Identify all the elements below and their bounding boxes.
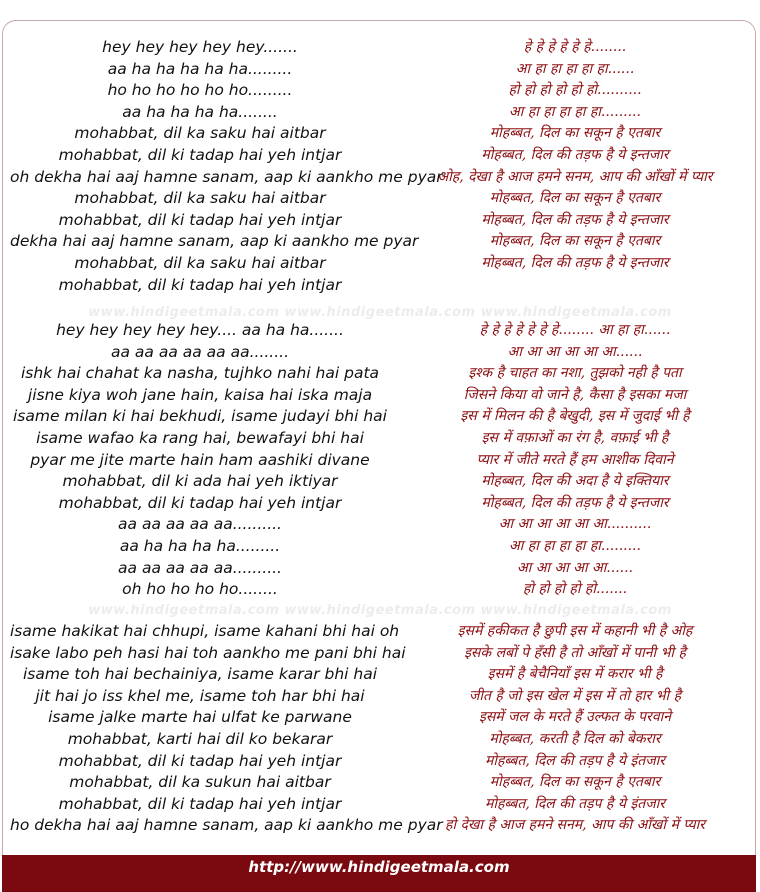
lyric-line: hey hey hey hey hey.... aa ha ha.......	[56, 321, 344, 339]
lyric-line: इश्क है चाहत का नशा, तुझको नही है पता	[468, 365, 682, 382]
lyric-line: aa aa aa aa aa..........	[118, 515, 282, 534]
lyric-line: आ हा हा हा हा हा.........	[509, 537, 641, 554]
lyric-line: आ हा हा हा हा हा.........	[509, 103, 641, 120]
lyric-line: isame jalke marte hai ulfat ke parwane	[48, 708, 352, 727]
lyric-line: इस में वफ़ाओं का रंग है, वफ़ाई भी है	[481, 429, 669, 446]
footer-bar	[2, 855, 756, 892]
lyric-line: मोहब्बत, दिल की तड़फ है ये इन्तजार	[481, 211, 669, 228]
lyric-line: इसमें जल के मरते हैं उल्फत के परवाने	[478, 709, 672, 726]
lyric-line: ishk hai chahat ka nasha, tujhko nahi hai pata	[20, 364, 380, 383]
stanza-3-english	[10, 621, 443, 837]
lyric-line: हे हे हे हे हे हे हे........ आ हा हा......	[479, 322, 671, 338]
lyric-line: मोहब्बत, दिल का सकून है एतबार	[489, 233, 661, 250]
lyric-line: isake labo peh hasi hai toh aankho me pani bhi hai	[10, 643, 406, 662]
lyric-line: आ आ आ आ आ आ..........	[498, 516, 652, 533]
footer-url-link[interactable]: http://www.hindigeetmala.com	[248, 858, 510, 876]
lyric-line: मोहब्बत, दिल की तड़फ है ये इन्तजार	[481, 254, 669, 271]
lyric-line: प्यार में जीते मरते हैं हम आशीक दिवाने	[476, 451, 674, 468]
stanza-3-hindi	[400, 621, 750, 837]
lyric-line: mohabbat, dil ki tadap hai yeh intjar	[58, 210, 342, 229]
lyric-line: मोहब्बत, दिल की तड़प है ये इंतजार	[485, 795, 665, 812]
lyric-line: ho dekha hai aaj hamne sanam, aap ki aankho me pyar	[10, 816, 443, 835]
lyric-line: mohabbat, dil ka saku hai aitbar	[74, 189, 326, 208]
watermark-2: www.hindigeetmala.com www.hindigeetmala.com www.hindigeetmala.com	[88, 603, 672, 618]
lyric-line: हो देखा है आज हमने सनम, आप की आँखों में प्यार	[445, 817, 705, 834]
lyric-line: आ आ आ आ आ आ......	[507, 343, 643, 360]
lyric-line: हो हो हो हो हो हो..........	[508, 82, 642, 99]
lyric-line: isame milan ki hai bekhudi, isame judayi bhi hai	[12, 407, 387, 426]
lyric-line: मोहब्बत, दिल का सकून है एतबार	[489, 125, 661, 142]
lyric-line: इसमें है बेचैनियाँ इस में करार भी है	[487, 666, 663, 683]
lyric-line: aa aa aa aa aa..........	[118, 558, 282, 577]
lyric-line: ho ho ho ho ho ho.........	[107, 81, 293, 100]
stanza-2-english	[10, 320, 390, 601]
lyric-line: dekha hai aaj hamne sanam, aap ki aankho me pyar	[10, 232, 419, 251]
lyric-line: मोहब्बत, दिल की तड़फ है ये इन्तजार	[481, 494, 669, 511]
lyric-line: हो हो हो हो हो.......	[522, 581, 628, 598]
lyric-line: इस में मिलन की है बेखुदी, इस में जुदाई भी है	[460, 408, 690, 425]
lyric-line: jisne kiya woh jane hain, kaisa hai iska maja	[27, 385, 373, 404]
lyric-line: mohabbat, dil ki ada hai yeh iktiyar	[62, 472, 338, 491]
lyric-line: isame hakikat hai chhupi, isame kahani bhi hai oh	[10, 622, 400, 640]
lyric-line: aa ha ha ha ha........	[122, 102, 278, 121]
lyric-line: मोहब्बत, दिल का सकून है एतबार	[489, 774, 661, 791]
lyric-line: mohabbat, dil ka sukun hai aitbar	[69, 773, 331, 792]
lyric-line: isame wafao ka rang hai, bewafayi bhi hai	[36, 428, 364, 447]
lyric-line: मोहब्बत, करती है दिल को बेकरार	[489, 730, 661, 747]
stanza-1-hindi	[400, 37, 750, 275]
lyric-line: इसके लबों पे हँसी है तो आँखों में पानी भी है	[464, 644, 686, 661]
stanza-2-hindi	[400, 320, 750, 601]
lyric-line: जीत है जो इस खेल में इस में तो हार भी है	[468, 687, 682, 704]
lyric-line: aa aa aa aa aa aa........	[110, 342, 290, 361]
lyric-line: मोहब्बत, दिल का सकून है एतबार	[489, 190, 661, 207]
lyric-line: mohabbat, dil ki tadap hai yeh intjar	[58, 751, 342, 770]
lyric-line: mohabbat, dil ki tadap hai yeh intjar	[58, 145, 342, 164]
lyric-line: isame toh hai bechainiya, isame karar bhi hai	[22, 665, 378, 684]
lyric-line: mohabbat, dil ki tadap hai yeh intjar	[58, 794, 342, 813]
lyric-line: मोहब्बत, दिल की अदा है ये इक्तियार	[481, 473, 669, 490]
lyric-line: मोहब्बत, दिल की तड़फ है ये इन्तजार	[481, 146, 669, 163]
lyric-line: aa ha ha ha ha.........	[119, 536, 281, 555]
lyric-line: आ हा हा हा हा हा......	[515, 60, 635, 77]
lyric-line: इसमें हकीकत है छुपी इस में कहानी भी है ओह	[457, 623, 693, 639]
stanza-1-english	[10, 37, 443, 296]
lyric-line: जिसने किया वो जाने है, कैसा है इसका मजा	[463, 386, 687, 403]
lyric-line: hey hey hey hey hey.......	[102, 38, 298, 56]
watermark-1: www.hindigeetmala.com www.hindigeetmala.com www.hindigeetmala.com	[88, 305, 672, 320]
lyric-line: aa ha ha ha ha ha.........	[107, 59, 293, 78]
lyric-line: mohabbat, dil ka saku hai aitbar	[74, 124, 326, 143]
lyric-line: हे हे हे हे हे हे........	[523, 39, 627, 55]
lyric-line: pyar me jite marte hain ham aashiki divane	[30, 450, 370, 469]
lyric-line: mohabbat, dil ka saku hai aitbar	[74, 253, 326, 272]
lyric-line: mohabbat, dil ki tadap hai yeh intjar	[58, 275, 342, 294]
lyric-line: मोहब्बत, दिल की तड़प है ये इंतजार	[485, 752, 665, 769]
lyric-line: आ आ आ आ आ......	[516, 559, 634, 576]
lyric-line: oh dekha hai aaj hamne sanam, aap ki aankho me pyar	[10, 167, 443, 186]
lyric-line: mohabbat, dil ki tadap hai yeh intjar	[58, 493, 342, 512]
lyric-line: mohabbat, karti hai dil ko bekarar	[67, 729, 333, 748]
lyric-line: jit hai jo iss khel me, isame toh har bhi hai	[35, 686, 365, 705]
lyric-line: ओह, देखा है आज हमने सनम, आप की आँखों में प्यार	[437, 168, 713, 185]
lyric-line: oh ho ho ho ho........	[122, 580, 278, 599]
